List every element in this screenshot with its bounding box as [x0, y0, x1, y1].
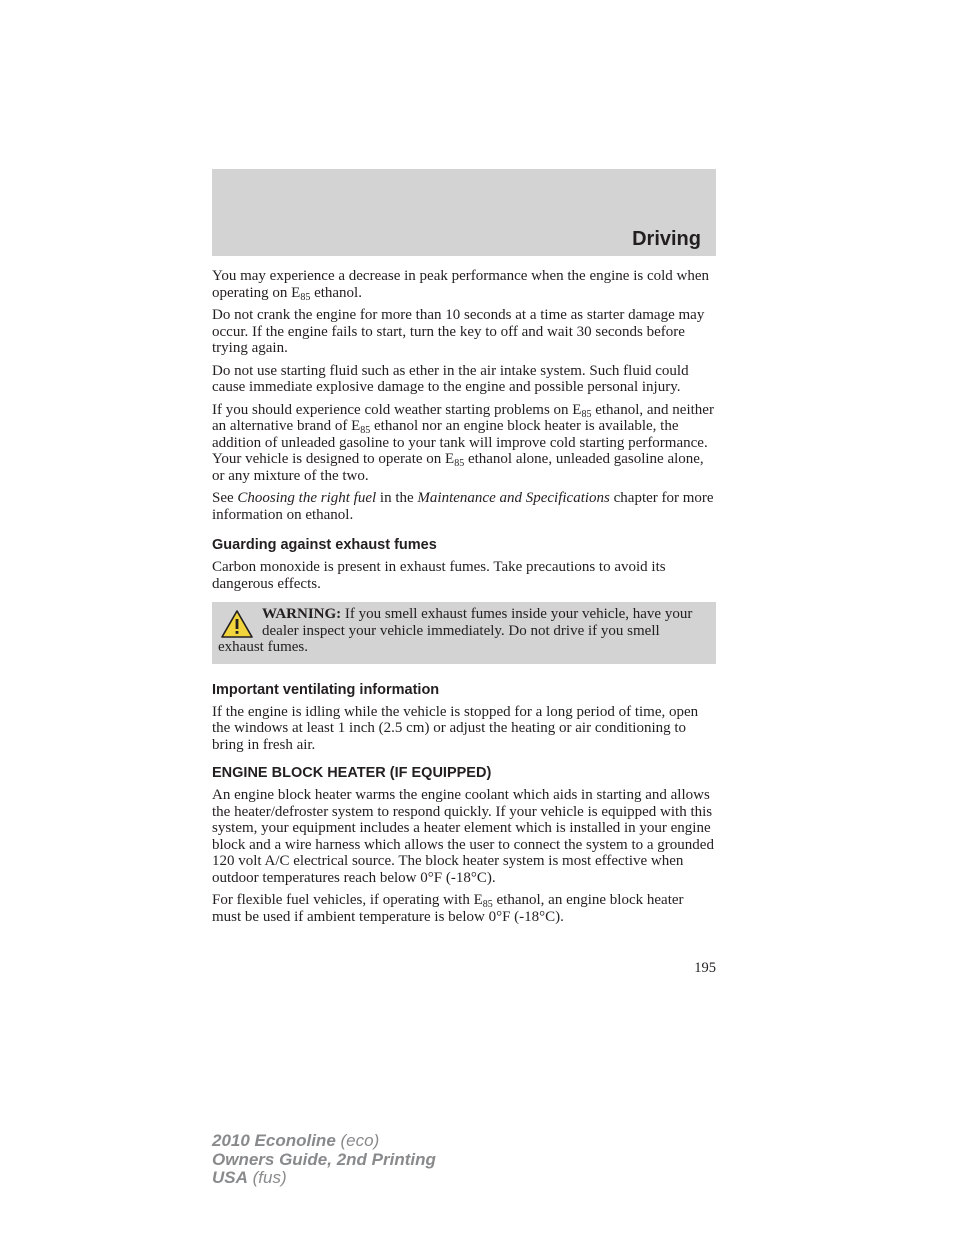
page-number: 195: [694, 960, 716, 976]
paragraph-cold-weather: If you should experience cold weather starting problems on $E_{85}$ ethanol, and neither an alternative brand of $E_{85}$ ethanol nor an engine block heater is available, the addition of unleaded gasoline to your tank will improve cold starting performance. Your vehicle is designed to operate on $E_{85}$ ethanol alone, unleaded gasoline alone, or any mixture of the two.: [212, 401, 714, 484]
paragraph-see-reference: See Choosing the right fuel in the Maintenance and Specifications chapter for more information on ethanol.: [212, 490, 714, 523]
section-title: Driving: [632, 228, 701, 250]
paragraph-starting-fluid: Do not use starting fluid such as ether in the air intake system. Such fluid could cause immediate explosive damage to the engine and possible personal injury.: [212, 362, 689, 395]
paragraph-ventilating: If the engine is idling while the vehicle is stopped for a long period of time, open the windows at least 1 inch (2.5 cm) or adjust the heating or air conditioning to bring in fresh air.: [212, 703, 699, 753]
warning-box: [212, 602, 716, 664]
paragraph-carbon-monoxide: Carbon monoxide is present in exhaust fumes. Take precautions to avoid its dangerous effects.: [212, 559, 666, 592]
heading-ventilating: Important ventilating information: [212, 681, 440, 698]
footer-line-guide: Owners Guide, 2nd Printing: [212, 1149, 436, 1169]
heading-block-heater: ENGINE BLOCK HEATER (IF EQUIPPED): [212, 765, 492, 781]
heading-exhaust-fumes: Guarding against exhaust fumes: [212, 537, 437, 553]
footer-line-region: USA (fus): [212, 1168, 287, 1187]
footer-info: [212, 1132, 436, 1188]
paragraph-flex-fuel: For flexible fuel vehicles, if operating with $E_{85}$ ethanol, an engine block heater must be used if ambient temperature is below 0°F (-18°C).: [212, 892, 684, 925]
warning-text: If you smell exhaust fumes inside your vehicle, have your dealer inspect your vehicle immediately. Do not drive if you smell exhaust fumes.: [218, 606, 693, 655]
paragraph-cold-performance: You may experience a decrease in peak performance when the engine is cold when operating on $E_{85}$ ethanol.: [212, 268, 710, 303]
warning-triangle-icon: [220, 609, 254, 639]
footer-line-model: 2010 Econoline (eco): [212, 1131, 380, 1150]
paragraph-block-heater: An engine block heater warms the engine coolant which aids in starting and allows the heater/defroster system to respond quickly. If your vehicle is equipped with this system, your equipment includes a heater element which is installed in your engine block and a wire harness which allows the user to connect the system to a grounded 120 volt A/C electrical source. The block heater system is most effective when outdoor temperatures reach below 0°F (-18°C).: [212, 787, 714, 886]
warning-label: WARNING:: [262, 606, 342, 622]
paragraph-crank-engine: Do not crank the engine for more than 10 seconds at a time as starter damage may occur. If the engine fails to start, turn the key to off and wait 30 seconds before trying again.: [212, 307, 705, 356]
page-content: [212, 268, 716, 931]
section-header-band: [212, 169, 716, 256]
